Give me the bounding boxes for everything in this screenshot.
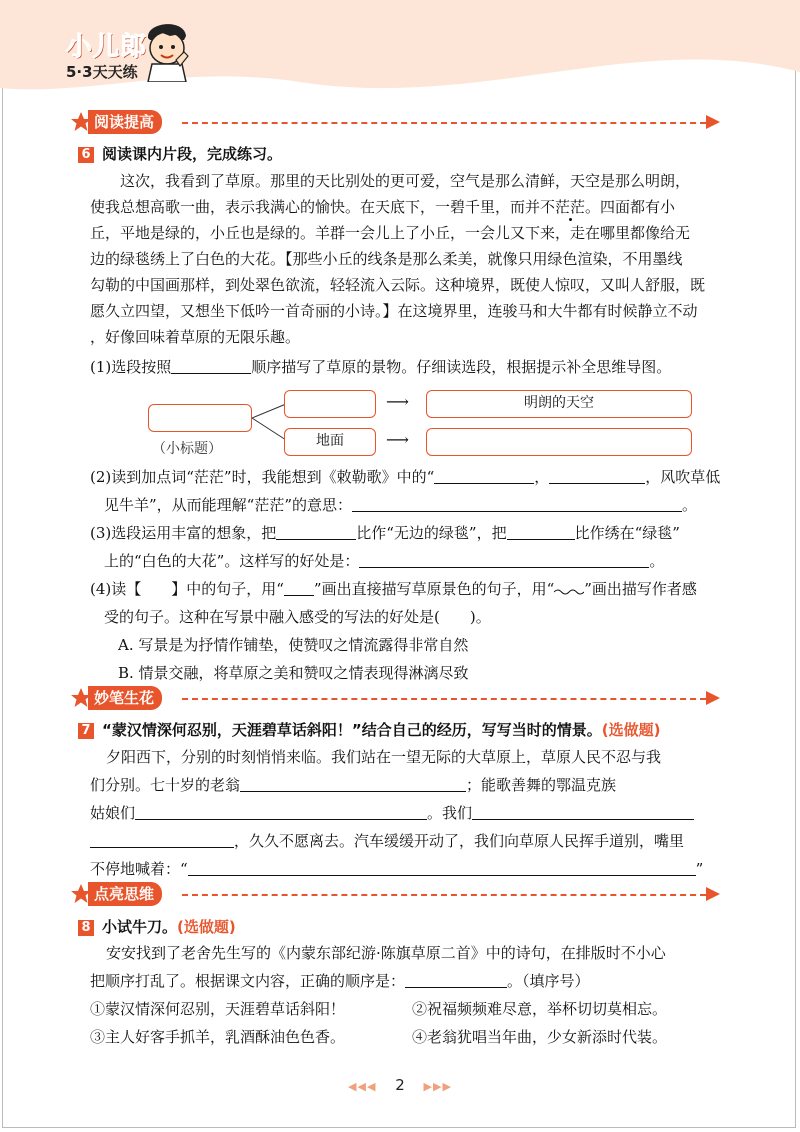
question-number: 8: [78, 920, 94, 936]
dashed-divider: [182, 122, 706, 124]
optional-tag: (选做题): [177, 918, 236, 936]
answer-blank[interactable]: [135, 803, 427, 820]
mindmap-ground-detail[interactable]: [426, 428, 692, 456]
q6-option-a[interactable]: A. 写景是为抒情作铺垫，使赞叹之情流露得非常自然: [118, 636, 469, 654]
answer-blank[interactable]: [240, 775, 466, 792]
brand-logo: [66, 26, 147, 82]
mindmap-node-ground: 地面: [284, 428, 376, 456]
q7-line4: ，久久不愿离去。汽车缓缓开动了，我们向草原人民挥手道别，嘴里: [90, 830, 684, 852]
page-number: 2: [395, 1076, 405, 1094]
q6-passage: 这次，我看到了草原。那里的天比别处的更可爱，空气是那么清鲜，天空是那么明朗， 使我总想高歌一曲，表示我满心的愉快。在天底下，一碧千里，而并不茫茫。四面都有小 丘，平地是绿的，小丘也是绿的。羊群一会儿上了小丘，一会儿又下来，走在哪里都像给无 边的绿毯绣上了白色的大花。【那些小丘的线条是那么柔美，就像只用绿色渲染，不用墨线 勾勒的中国画那样，到处翠色欲流，轻轻流入云际。这种境界，既使人惊叹，又叫人舒服，既 愿久立四望，又想坐下低吟一首奇丽的小诗。】在这境界里，连骏马和大牛都有时候静立不动 ，好像回味着草原的无限乐趣。: [90, 172, 706, 346]
dashed-divider: [182, 894, 706, 896]
prev-arrows-icon: ◀◀◀: [348, 1080, 377, 1093]
answer-blank[interactable]: [472, 803, 694, 820]
answer-blank[interactable]: [171, 357, 251, 374]
q6-sub1: (1)选段按照 顺序描写了草原的景物。仔细读选段，根据提示补全思维导图。: [90, 358, 672, 376]
mindmap-caption: （小标题）: [152, 441, 222, 457]
mindmap-title-box[interactable]: [148, 404, 252, 432]
section-title: 妙笔生花: [88, 686, 162, 710]
answer-blank[interactable]: [276, 523, 356, 540]
logo-title: 小儿郎: [66, 32, 148, 62]
answer-blank[interactable]: [352, 495, 682, 512]
section-title: 阅读提高: [88, 110, 162, 134]
mindmap-sky-detail: 明朗的天空: [426, 390, 692, 418]
straight-line-sample: [284, 579, 314, 596]
q6-sub2-line2: 见牛羊”，从而能理解“茫茫”的意思： 。: [104, 496, 698, 514]
poem-line-3: ③主人好客手抓羊，乳酒酥油色色香。: [90, 1028, 346, 1046]
q6-option-b[interactable]: B. 情景交融，将草原之美和赞叹之情表现得淋漓尽致: [118, 664, 469, 682]
arrow-right-icon: ⟶: [386, 392, 409, 411]
q8-line1: 安安找到了老舍先生写的《内蒙东部纪游·陈旗草原二首》中的诗句，在排版时不小心: [106, 944, 666, 962]
question-number: 7: [78, 723, 94, 739]
mindmap-branch-lines: [252, 400, 288, 446]
section-header-writing: [70, 686, 720, 712]
wavy-line-sample-icon: [554, 584, 584, 596]
optional-tag: (选做题): [601, 721, 661, 739]
q7-line2: 们分别。七十岁的老翁 ；能歌善舞的鄂温克族: [90, 776, 617, 794]
arrow-end-icon: [706, 887, 720, 901]
q6-sub4-line1: (4)读【 】中的句子，用“ ”画出直接描写草原景色的句子，用“ ”画出描写作者感: [90, 580, 697, 598]
q8-line2: 把顺序打乱了。根据课文内容，正确的顺序是： 。（填序号）: [90, 972, 590, 990]
section-header-thinking: [70, 882, 720, 908]
answer-blank[interactable]: [507, 523, 575, 540]
arrow-end-icon: [706, 691, 720, 705]
poem-line-4: ④老翁犹唱当年曲，少女新添时代装。: [412, 1028, 668, 1046]
question-number: 6: [78, 147, 94, 163]
logo-subtitle: 5·3天天练: [66, 63, 138, 81]
question-8-title: 8 小试牛刀。(选做题): [78, 916, 236, 937]
mascot-boy-icon: [140, 16, 194, 82]
arrow-right-icon: ⟶: [386, 430, 409, 449]
question-7-title: 7 “蒙汉情深何忍别，天涯碧草话斜阳！”结合自己的经历，写写当时的情景。(选做题): [78, 719, 660, 740]
question-6-title: 6 阅读课内片段，完成练习。: [78, 143, 282, 164]
poem-line-2: ②祝福频频难尽意，举杯切切莫相忘。: [412, 1000, 668, 1018]
q7-line1: 夕阳西下，分别的时刻悄悄来临。我们站在一望无际的大草原上，草原人民不忍与我: [106, 748, 662, 766]
section-title: 点亮思维: [88, 882, 162, 906]
answer-blank[interactable]: [434, 467, 534, 484]
q6-sub3-line2: 上的“白色的大花”。这样写的好处是： 。: [104, 552, 665, 570]
poem-line-1: ①蒙汉情深何忍别，天涯碧草话斜阳！: [90, 1000, 346, 1018]
arrow-end-icon: [706, 115, 720, 129]
answer-blank[interactable]: [405, 971, 507, 988]
answer-blank[interactable]: [359, 551, 649, 568]
mindmap-node-sky[interactable]: [284, 390, 376, 418]
q7-line5: 不停地喊着：“ ”: [90, 860, 704, 878]
q6-sub3-line1: (3)选段运用丰富的想象，把 比作“无边的绿毯”，把 比作绣在“绿毯”: [90, 524, 680, 542]
answer-blank[interactable]: [549, 467, 645, 484]
q6-sub4-line2: 受的句子。这种在写景中融入感受的写法的好处是( )。: [104, 608, 491, 626]
q6-sub2-line1: (2)读到加点词“茫茫”时，我能想到《敕勒歌》中的“ ， ，风吹草低: [90, 468, 721, 486]
answer-blank[interactable]: [90, 831, 234, 848]
q7-line3: 姑娘们 。我们: [90, 802, 694, 824]
dashed-divider: [182, 698, 706, 700]
page-footer: [0, 1076, 800, 1094]
dotted-word: 茫茫: [555, 198, 586, 216]
section-header-reading: [70, 110, 720, 136]
answer-blank[interactable]: [188, 859, 696, 876]
next-arrows-icon: ▶▶▶: [423, 1080, 452, 1093]
